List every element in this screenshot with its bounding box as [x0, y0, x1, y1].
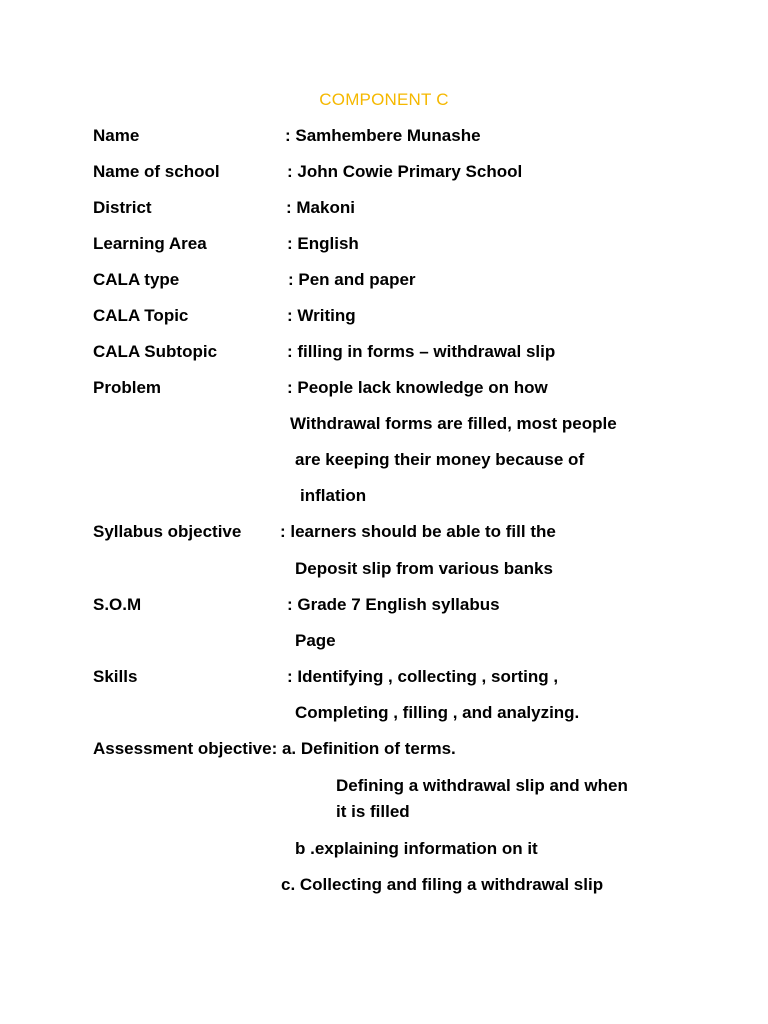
- assessment-a-line: Defining a withdrawal slip and when: [336, 776, 628, 795]
- field-label-name: Name: [93, 126, 140, 145]
- field-value-syllabus-objective: : learners should be able to fill the: [280, 522, 556, 541]
- field-value-district: : Makoni: [286, 198, 355, 217]
- field-assessment-objective: Assessment objective: a. Definition of terms.: [93, 739, 456, 758]
- field-label-learning-area: Learning Area: [93, 234, 207, 253]
- field-label-som: S.O.M: [93, 595, 142, 614]
- problem-continuation-line: Withdrawal forms are filled, most people: [290, 414, 617, 433]
- skills-continuation-line: Completing , filling , and analyzing.: [295, 703, 580, 722]
- problem-continuation-line: inflation: [300, 486, 367, 505]
- field-label-problem: Problem: [93, 378, 162, 397]
- som-continuation-line: Page: [295, 631, 336, 650]
- field-label-cala-type: CALA type: [93, 270, 180, 289]
- field-label-cala-topic: CALA Topic: [93, 306, 189, 325]
- field-value-som: : Grade 7 English syllabus: [287, 595, 500, 614]
- field-value-learning-area: : English: [287, 234, 359, 253]
- assessment-b-line: b .explaining information on it: [295, 839, 538, 858]
- field-value-name: : Samhembere Munashe: [285, 126, 481, 145]
- field-label-school: Name of school: [93, 162, 220, 181]
- assessment-a-line: it is filled: [336, 802, 410, 821]
- field-value-cala-topic: : Writing: [287, 306, 356, 325]
- field-label-skills: Skills: [93, 667, 138, 686]
- field-value-school: : John Cowie Primary School: [287, 162, 523, 181]
- field-label-syllabus-objective: Syllabus objective: [93, 522, 242, 541]
- assessment-c-line: c. Collecting and filing a withdrawal slip: [281, 875, 604, 894]
- field-value-cala-subtopic: : filling in forms – withdrawal slip: [287, 342, 556, 361]
- field-value-cala-type: : Pen and paper: [288, 270, 416, 289]
- syllabus-continuation-line: Deposit slip from various banks: [295, 559, 553, 578]
- field-value-problem: : People lack knowledge on how: [287, 378, 548, 397]
- document-title: COMPONENT C: [319, 90, 449, 109]
- problem-continuation-line: are keeping their money because of: [295, 450, 585, 469]
- field-label-cala-subtopic: CALA Subtopic: [93, 342, 218, 361]
- field-label-district: District: [93, 198, 152, 217]
- field-value-skills: : Identifying , collecting , sorting ,: [287, 667, 559, 686]
